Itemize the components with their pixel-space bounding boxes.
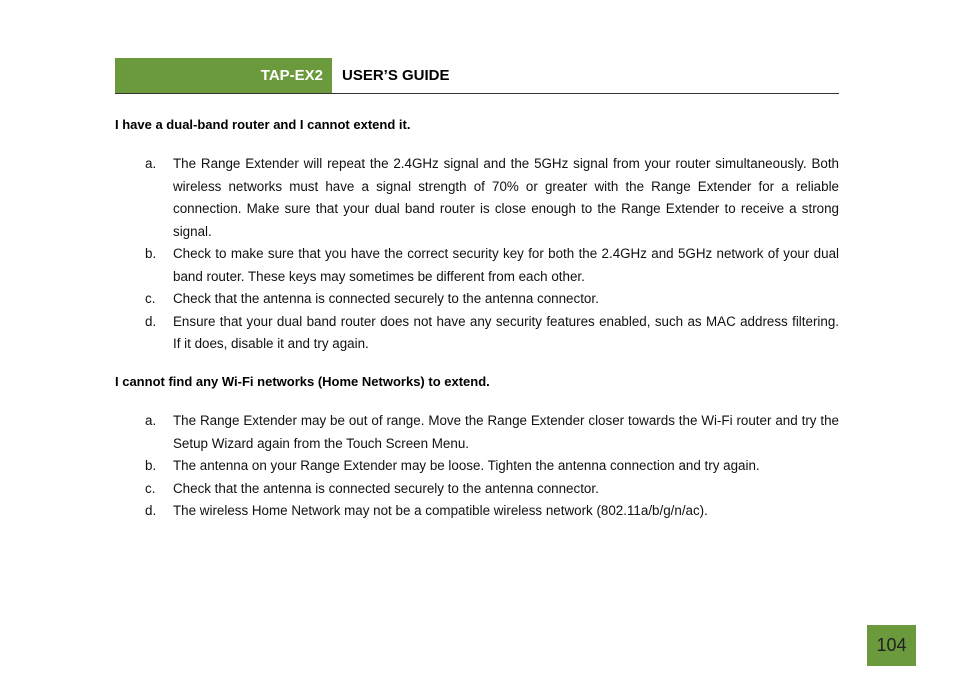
list-item-text: Ensure that your dual band router does not have any security features enabled, such as MAC address filtering. If it does, disable it and try again. bbox=[173, 313, 839, 351]
section-heading-dual-band: I have a dual-band router and I cannot extend it. bbox=[115, 117, 411, 132]
list-marker: b. bbox=[145, 458, 157, 473]
list-item bbox=[145, 311, 839, 356]
list-item bbox=[145, 153, 839, 243]
list-marker: d. bbox=[145, 503, 157, 518]
list-marker: b. bbox=[145, 246, 157, 261]
list-item bbox=[145, 455, 839, 478]
list-item bbox=[145, 500, 839, 523]
troubleshooting-list-dual-band bbox=[145, 153, 839, 356]
list-item bbox=[145, 243, 839, 288]
list-item-text: The wireless Home Network may not be a compatible wireless network (802.11a/b/g/n/ac). bbox=[173, 503, 708, 518]
list-item-text: The Range Extender may be out of range. Move the Range Extender closer towards the Wi-Fi router and try the Setup Wizard again from the Touch Screen Menu. bbox=[173, 413, 839, 451]
page-number: 104 bbox=[867, 625, 916, 666]
list-marker: a. bbox=[145, 156, 157, 171]
list-item-text: The antenna on your Range Extender may be loose. Tighten the antenna connection and try again. bbox=[173, 458, 760, 473]
list-marker: c. bbox=[145, 291, 156, 306]
page-header bbox=[115, 58, 839, 94]
troubleshooting-list-no-networks bbox=[145, 410, 839, 523]
model-badge: TAP-EX2 bbox=[115, 58, 332, 93]
section-heading-no-networks: I cannot find any Wi-Fi networks (Home Networks) to extend. bbox=[115, 374, 490, 389]
list-item bbox=[145, 288, 839, 311]
list-marker: a. bbox=[145, 413, 157, 428]
list-item-text: Check that the antenna is connected securely to the antenna connector. bbox=[173, 480, 599, 496]
guide-title: USER’S GUIDE bbox=[342, 67, 450, 84]
list-marker: d. bbox=[145, 313, 157, 329]
list-item-text: Check that the antenna is connected securely to the antenna connector. bbox=[173, 291, 599, 306]
list-item-text: The Range Extender will repeat the 2.4GHz signal and the 5GHz signal from your router simultaneously. Both wireless networks must have a signal strength of 70% or greater with the Range Extender for a reliable connection. Make sure that your dual band router is close enough to the Range Extender to receive a strong signal. bbox=[173, 156, 839, 239]
list-item bbox=[145, 478, 839, 501]
list-marker: c. bbox=[145, 480, 156, 496]
list-item-text: Check to make sure that you have the correct security key for both the 2.4GHz and 5GHz network of your dual band router. These keys may sometimes be different from each other. bbox=[173, 246, 839, 284]
list-item bbox=[145, 410, 839, 455]
